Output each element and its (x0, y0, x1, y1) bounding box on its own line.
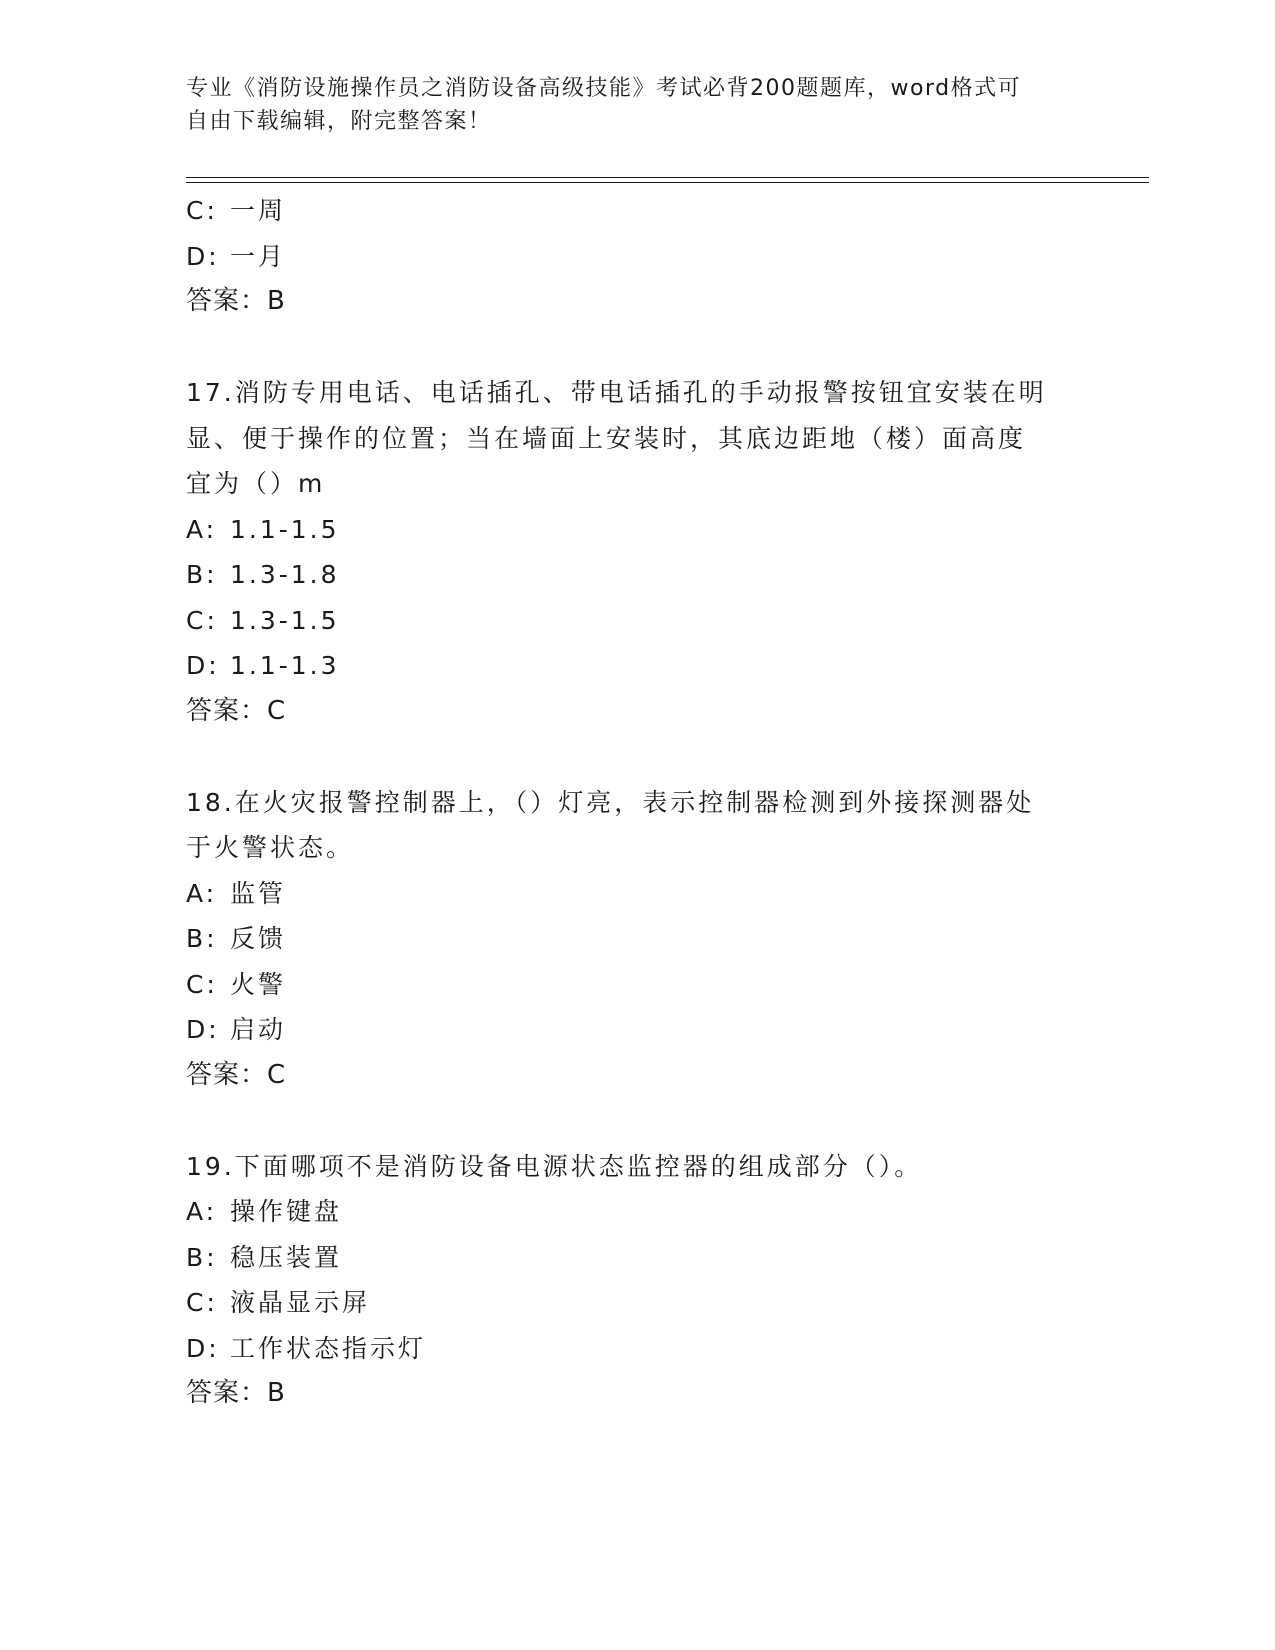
option-text: 反馈 (230, 924, 287, 953)
option-d (186, 643, 1086, 689)
option-a (186, 871, 1086, 917)
option-b (186, 1235, 1086, 1281)
document-header (186, 72, 1066, 138)
option-label: C: (186, 605, 218, 635)
option-label: A: (186, 878, 218, 908)
option-b (186, 916, 1086, 962)
option-text: 稳压装置 (230, 1242, 343, 1272)
option-label: A: (186, 514, 218, 544)
option-text: 1.3-1.5 (230, 605, 340, 635)
option-c (186, 598, 1086, 644)
answer-line: 答案：C (186, 695, 287, 726)
question-list (186, 188, 1086, 1417)
answer-line: 答案：B (186, 1378, 286, 1408)
header-divider (186, 182, 1149, 183)
option-text: 1.1-1.5 (230, 514, 340, 544)
header-line-2: 自由下载编辑，附完整答案！ (186, 109, 492, 134)
option-a (186, 1189, 1086, 1235)
option-label: D: (186, 651, 220, 680)
answer-line: 答案：B (186, 286, 286, 316)
option-text: 监管 (230, 878, 287, 908)
option-text: 工作状态指示灯 (230, 1333, 427, 1363)
question-block (186, 370, 1086, 734)
option-label: D: (186, 241, 220, 271)
option-c (186, 188, 1086, 234)
question-block (186, 780, 1086, 1099)
option-label: B: (186, 1242, 218, 1272)
option-label: D: (186, 1333, 220, 1363)
option-b (186, 552, 1086, 598)
option-label: B: (186, 924, 218, 953)
option-d (186, 234, 1086, 280)
option-text: 启动 (230, 1015, 287, 1044)
option-text: 火警 (230, 969, 287, 999)
question-text-line: 显、便于操作的位置；当在墙面上安装时，其底边距地（楼）面高度 (186, 423, 1027, 453)
option-label: D: (186, 1015, 220, 1044)
option-text: 液晶显示屏 (230, 1288, 371, 1317)
option-label: B: (186, 560, 218, 589)
option-d (186, 1326, 1086, 1372)
option-a (186, 507, 1086, 553)
header-line-1: 专业《消防设施操作员之消防设备高级技能》考试必背200题题库，word格式可 (186, 76, 1022, 101)
option-text: 1.3-1.8 (230, 560, 340, 589)
carryover-block (186, 188, 1086, 325)
option-label: A: (186, 1197, 218, 1226)
option-text: 一周 (230, 196, 287, 225)
question-text-line: 于火警状态。 (186, 833, 355, 862)
option-text: 操作键盘 (230, 1197, 343, 1226)
header-divider (186, 177, 1149, 178)
option-text: 1.1-1.3 (230, 651, 340, 680)
question-text-line: 19.下面哪项不是消防设备电源状态监控器的组成部分（）。 (186, 1151, 923, 1181)
question-text-line: 17.消防专用电话、电话插孔、带电话插孔的手动报警按钮宜安装在明 (186, 378, 1047, 407)
answer-line: 答案：C (186, 1059, 287, 1090)
option-c (186, 962, 1086, 1008)
question-text-line: 18.在火灾报警控制器上，（）灯亮，表示控制器检测到外接探测器处 (186, 787, 1035, 817)
question-block (186, 1144, 1086, 1417)
question-text-line: 宜为（）m (186, 469, 326, 498)
option-text: 一月 (230, 241, 287, 271)
option-label: C: (186, 1288, 218, 1317)
option-d (186, 1007, 1086, 1053)
option-label: C: (186, 196, 218, 225)
option-c (186, 1280, 1086, 1326)
option-label: C: (186, 969, 218, 999)
